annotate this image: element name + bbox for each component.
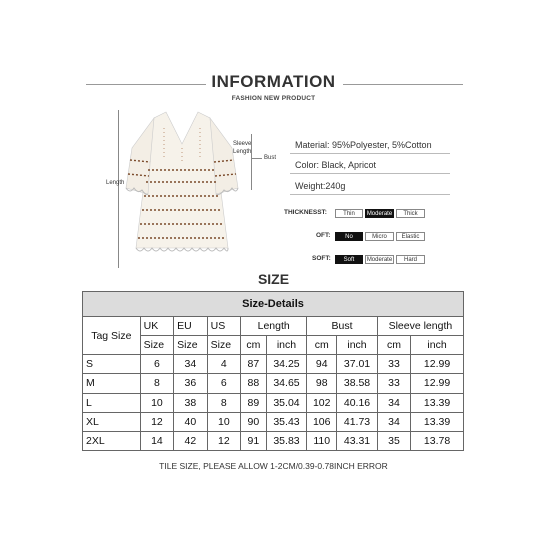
weight-text: Weight:240g bbox=[295, 181, 346, 191]
title-divider-left bbox=[86, 84, 206, 85]
cell: 40 bbox=[174, 412, 207, 431]
cell: 43.31 bbox=[337, 431, 378, 450]
soft-option: Moderate bbox=[366, 257, 393, 263]
cell: 13.39 bbox=[411, 412, 464, 431]
title-divider-right bbox=[343, 84, 463, 85]
dress-image bbox=[124, 108, 240, 268]
cell: 98 bbox=[307, 374, 337, 393]
cell: 6 bbox=[140, 355, 173, 374]
cell: 13.39 bbox=[411, 393, 464, 412]
cell: 10 bbox=[207, 412, 240, 431]
soft-option: Soft bbox=[335, 255, 363, 264]
cell: 87 bbox=[241, 355, 267, 374]
header-uk-size: Size bbox=[140, 336, 173, 355]
oft-option: Micro bbox=[365, 232, 394, 241]
info-divider bbox=[290, 173, 450, 174]
cell-tag: XL bbox=[83, 412, 141, 431]
cell-tag: M bbox=[83, 374, 141, 393]
info-divider bbox=[290, 194, 450, 195]
cell: 88 bbox=[241, 374, 267, 393]
bust-label: Bust bbox=[264, 155, 277, 161]
table-row bbox=[83, 374, 464, 393]
bust-line bbox=[252, 158, 262, 159]
cell: 13.78 bbox=[411, 431, 464, 450]
header-sleeve: Sleeve length bbox=[377, 317, 463, 336]
cell: 6 bbox=[207, 374, 240, 393]
cell: 34 bbox=[377, 393, 410, 412]
cell: 12.99 bbox=[411, 374, 464, 393]
size-table-title: Size-Details bbox=[83, 292, 464, 317]
header-uk: UK bbox=[140, 317, 173, 336]
cell: 14 bbox=[140, 431, 173, 450]
cell-tag: L bbox=[83, 393, 141, 412]
cell: 35.83 bbox=[266, 431, 307, 450]
sleeve-label: Sleeve bbox=[233, 141, 252, 147]
info-divider bbox=[290, 153, 450, 154]
cell: 41.73 bbox=[337, 412, 378, 431]
sleeve-line bbox=[251, 134, 252, 190]
cell: 8 bbox=[207, 393, 240, 412]
length-label: Length bbox=[106, 180, 125, 186]
size-table bbox=[82, 291, 464, 451]
header-cm: cm bbox=[377, 336, 410, 355]
header-cm: cm bbox=[307, 336, 337, 355]
page-title: INFORMATION bbox=[211, 72, 336, 91]
header-inch: inch bbox=[411, 336, 464, 355]
header-inch: inch bbox=[337, 336, 378, 355]
cell: 38.58 bbox=[337, 374, 378, 393]
cell: 106 bbox=[307, 412, 337, 431]
thickness-option: Moderate bbox=[366, 211, 393, 217]
oft-option: Elastic bbox=[396, 232, 425, 241]
table-row bbox=[83, 393, 464, 412]
cell: 10 bbox=[140, 393, 173, 412]
header-length: Length bbox=[241, 317, 307, 336]
size-section-title: SIZE bbox=[257, 271, 290, 287]
cell: 35 bbox=[377, 431, 410, 450]
cell: 94 bbox=[307, 355, 337, 374]
cell-tag: 2XL bbox=[83, 431, 141, 450]
table-row bbox=[83, 412, 464, 431]
cell: 36 bbox=[174, 374, 207, 393]
soft-option: Hard bbox=[396, 255, 425, 264]
cell: 89 bbox=[241, 393, 267, 412]
cell: 33 bbox=[377, 355, 410, 374]
cell: 102 bbox=[307, 393, 337, 412]
oft-option: No bbox=[335, 232, 363, 241]
cell: 35.04 bbox=[266, 393, 307, 412]
cell: 91 bbox=[241, 431, 267, 450]
header-tag-size: Tag Size bbox=[83, 317, 141, 355]
header-cm: cm bbox=[241, 336, 267, 355]
header-eu: EU bbox=[174, 317, 207, 336]
cell: 34 bbox=[377, 412, 410, 431]
color-text: Color: Black, Apricot bbox=[295, 160, 377, 170]
cell: 8 bbox=[140, 374, 173, 393]
cell: 37.01 bbox=[337, 355, 378, 374]
thickness-label: THICKNESST: bbox=[284, 209, 327, 216]
cell: 4 bbox=[207, 355, 240, 374]
size-note: TILE SIZE, PLEASE ALLOW 1-2CM/0.39-0.78INCH ERROR bbox=[159, 461, 388, 471]
page-subtitle: FASHION NEW PRODUCT bbox=[231, 95, 316, 102]
oft-label: OFT: bbox=[316, 232, 331, 239]
cell: 12 bbox=[140, 412, 173, 431]
header-inch: inch bbox=[266, 336, 307, 355]
cell: 33 bbox=[377, 374, 410, 393]
cell: 34.25 bbox=[266, 355, 307, 374]
length-line bbox=[118, 110, 119, 268]
thickness-option: Thin bbox=[335, 209, 363, 218]
cell: 38 bbox=[174, 393, 207, 412]
header-us: US bbox=[207, 317, 240, 336]
cell: 35.43 bbox=[266, 412, 307, 431]
sleeve-length-label: Length bbox=[233, 149, 252, 155]
table-row bbox=[83, 431, 464, 450]
cell: 34 bbox=[174, 355, 207, 374]
header-eu-size: Size bbox=[174, 336, 207, 355]
cell: 34.65 bbox=[266, 374, 307, 393]
cell: 12 bbox=[207, 431, 240, 450]
header-bust: Bust bbox=[307, 317, 378, 336]
material-text: Material: 95%Polyester, 5%Cotton bbox=[295, 140, 432, 150]
cell: 42 bbox=[174, 431, 207, 450]
cell: 90 bbox=[241, 412, 267, 431]
cell: 40.16 bbox=[337, 393, 378, 412]
cell: 12.99 bbox=[411, 355, 464, 374]
table-row bbox=[83, 355, 464, 374]
header-us-size: Size bbox=[207, 336, 240, 355]
soft-label: SOFT: bbox=[312, 255, 331, 262]
thickness-option: Thick bbox=[396, 209, 425, 218]
cell-tag: S bbox=[83, 355, 141, 374]
cell: 110 bbox=[307, 431, 337, 450]
